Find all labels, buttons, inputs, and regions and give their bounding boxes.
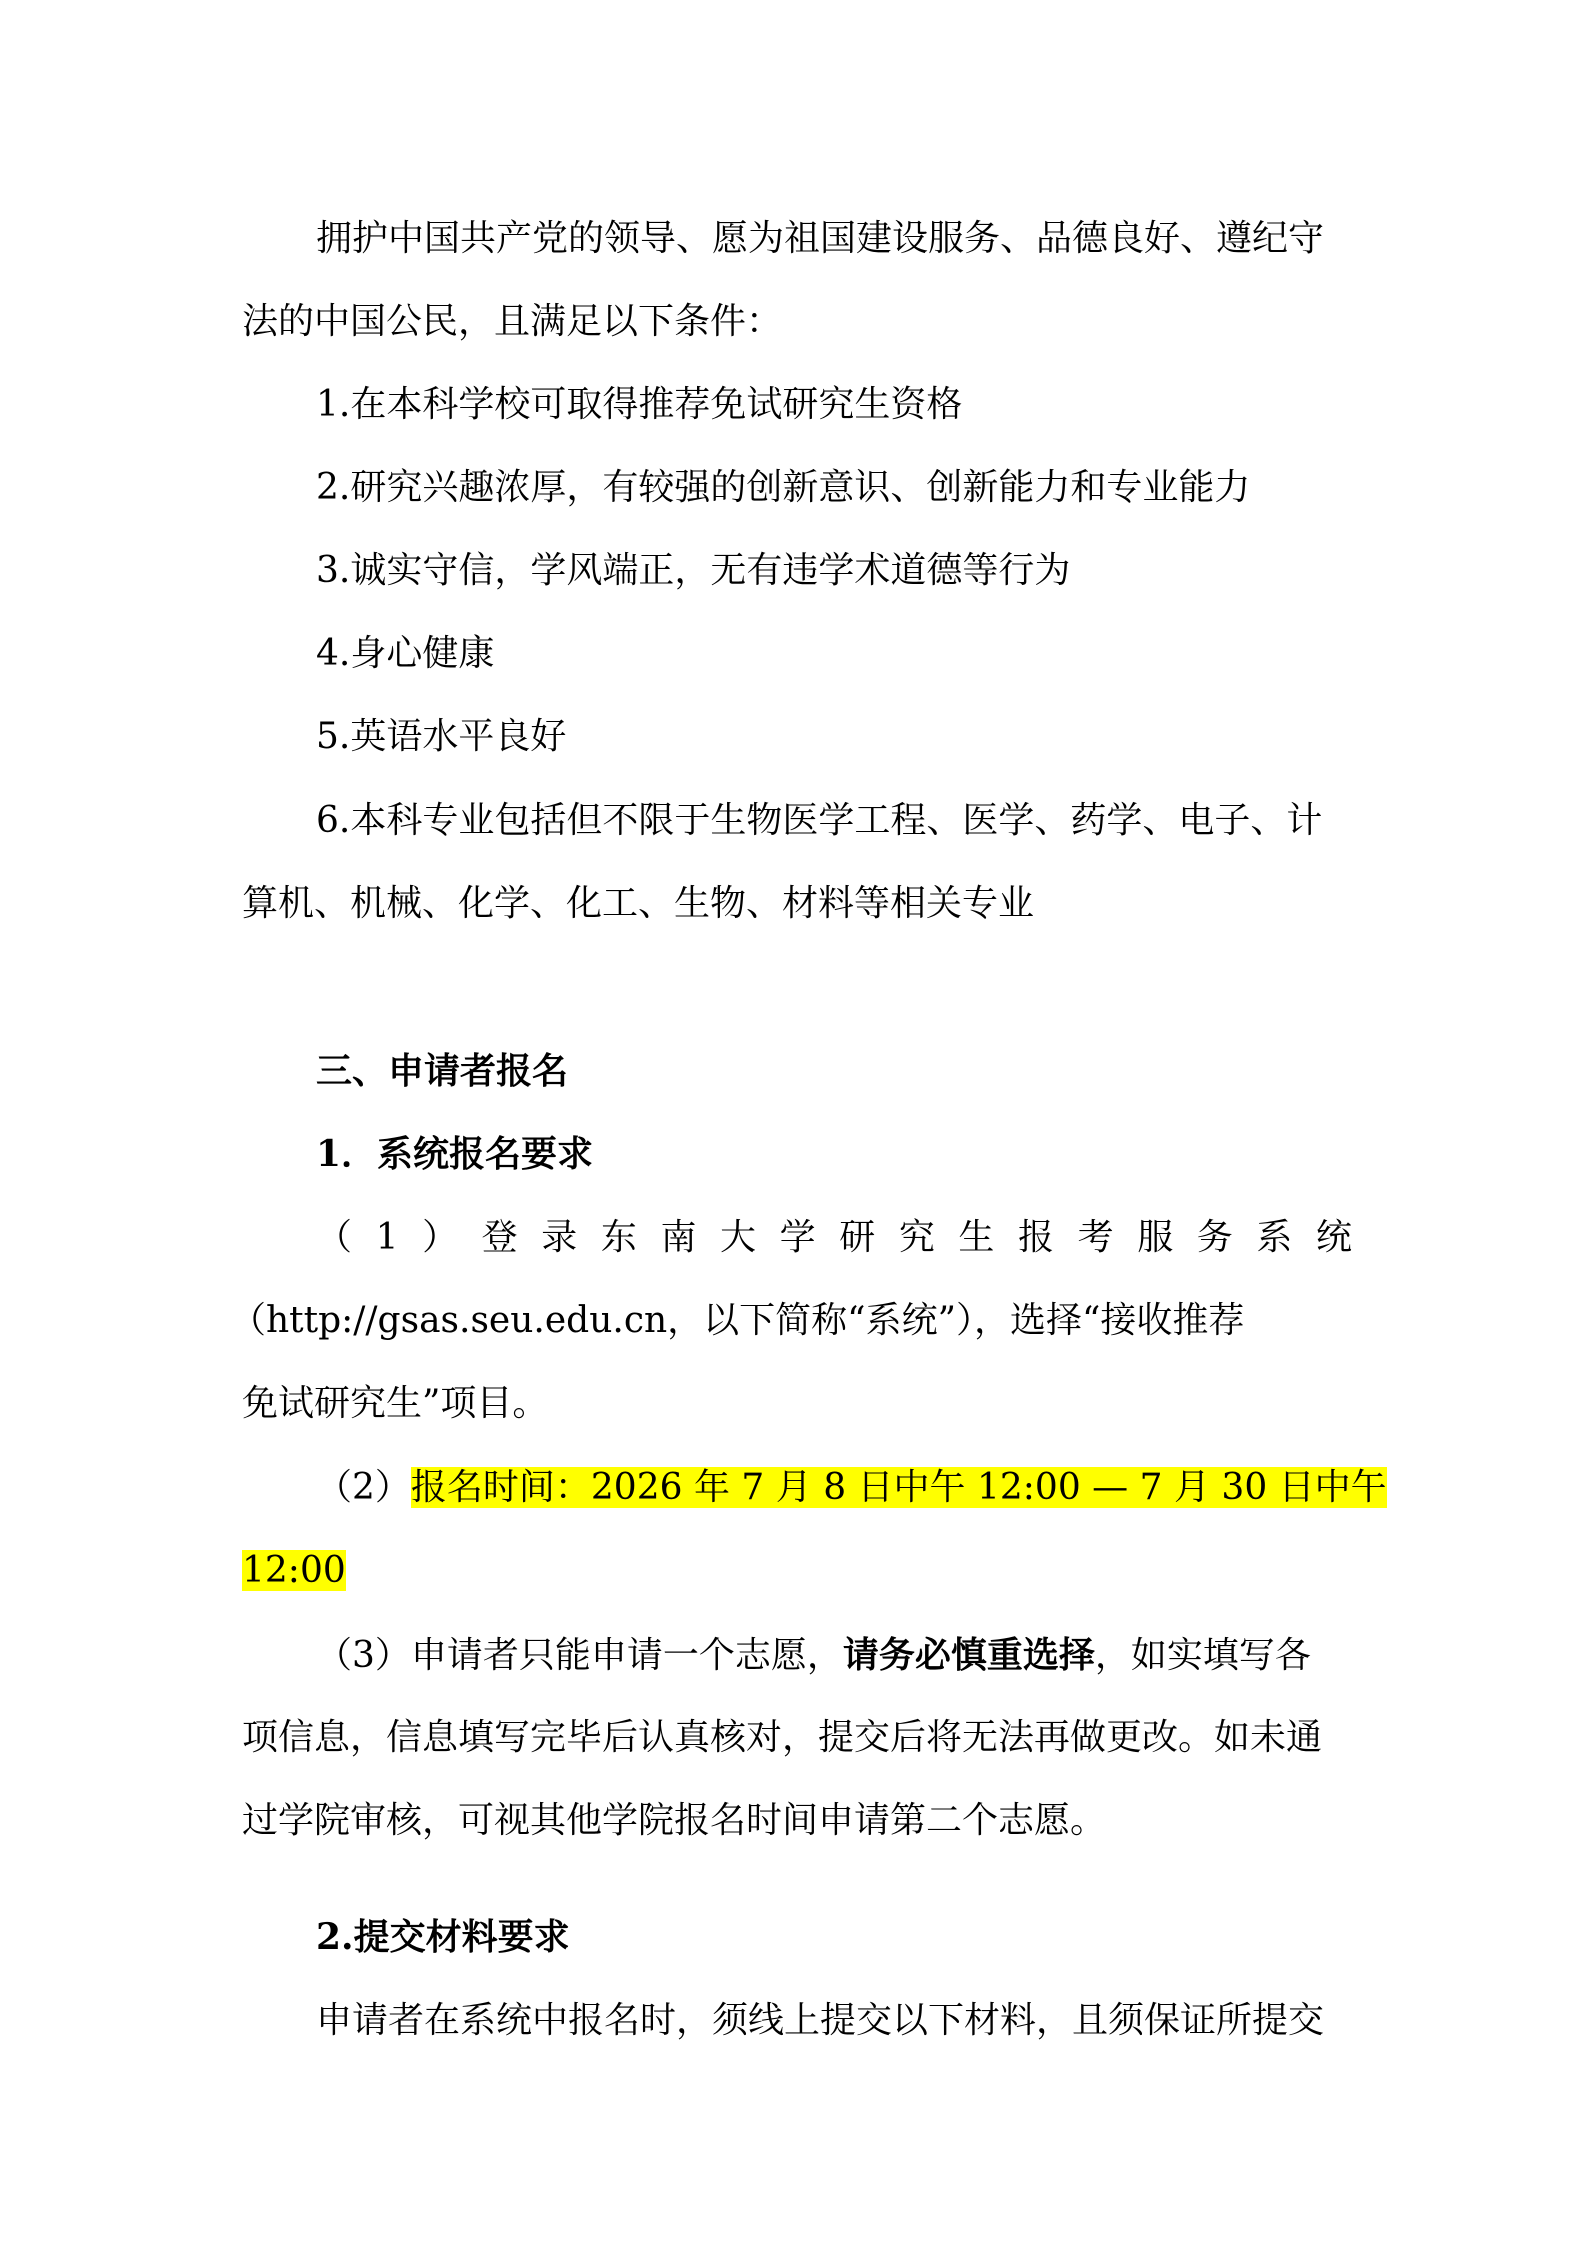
eligibility-item-3: 3.诚实守信，学风端正，无有违学术道德等行为 <box>316 550 1071 591</box>
paragraph-3-prefix: （3）申请者只能申请一个志愿， <box>316 1635 843 1676</box>
eligibility-item-1: 1.在本科学校可取得推荐免试研究生资格 <box>316 384 963 425</box>
paragraph-2-line1 <box>316 1463 1387 1513</box>
eligibility-intro-line1: 拥护中国共产党的领导、愿为祖国建设服务、品德良好、遵纪守 <box>316 218 1325 259</box>
paragraph-1-line2: （http://gsas.seu.edu.cn，以下简称“系统”），选择“接收推荐 <box>230 1300 1245 1341</box>
paragraph-3-line3: 过学院审核，可视其他学院报名时间申请第二个志愿。 <box>242 1800 1107 1841</box>
eligibility-item-2: 2.研究兴趣浓厚，有较强的创新意识、创新能力和专业能力 <box>316 467 1251 508</box>
registration-time-highlight: 报名时间：2026 年 7 月 8 日中午 12:00 — 7 月 30 日中午 <box>410 1467 1387 1508</box>
subsection-heading-2: 2.提交材料要求 <box>316 1916 570 1958</box>
registration-time-highlight-cont: 12:00 <box>242 1550 346 1591</box>
eligibility-item-5: 5.英语水平良好 <box>316 716 567 757</box>
eligibility-item-6-line2: 算机、机械、化学、化工、生物、材料等相关专业 <box>242 883 1035 924</box>
paragraph-2-line2 <box>242 1546 1352 1596</box>
paragraph-1-line3: 免试研究生”项目。 <box>242 1383 549 1424</box>
eligibility-item-6-line1: 6.本科专业包括但不限于生物医学工程、医学、药学、电子、计 <box>316 800 1323 841</box>
paragraph-3-suffix: ，如实填写各 <box>1094 1635 1311 1676</box>
paragraph-4-line1: 申请者在系统中报名时，须线上提交以下材料，且须保证所提交 <box>316 2000 1325 2041</box>
paragraph-3-emphasis: 请务必慎重选择 <box>842 1634 1095 1676</box>
eligibility-intro-line2: 法的中国公民，且满足以下条件： <box>242 301 783 342</box>
paragraph-3-line2: 项信息，信息填写完毕后认真核对，提交后将无法再做更改。如未通 <box>242 1717 1323 1758</box>
eligibility-item-4: 4.身心健康 <box>316 633 495 674</box>
paragraph-1-line1: （1）登录东南大学研究生报考服务系统 <box>316 1217 1352 1258</box>
paragraph-2-prefix: （2） <box>316 1467 411 1508</box>
paragraph-3-line1 <box>316 1630 1352 1681</box>
subsection-heading-1: 1．系统报名要求 <box>316 1133 594 1175</box>
section-heading: 三、申请者报名 <box>316 1050 569 1092</box>
